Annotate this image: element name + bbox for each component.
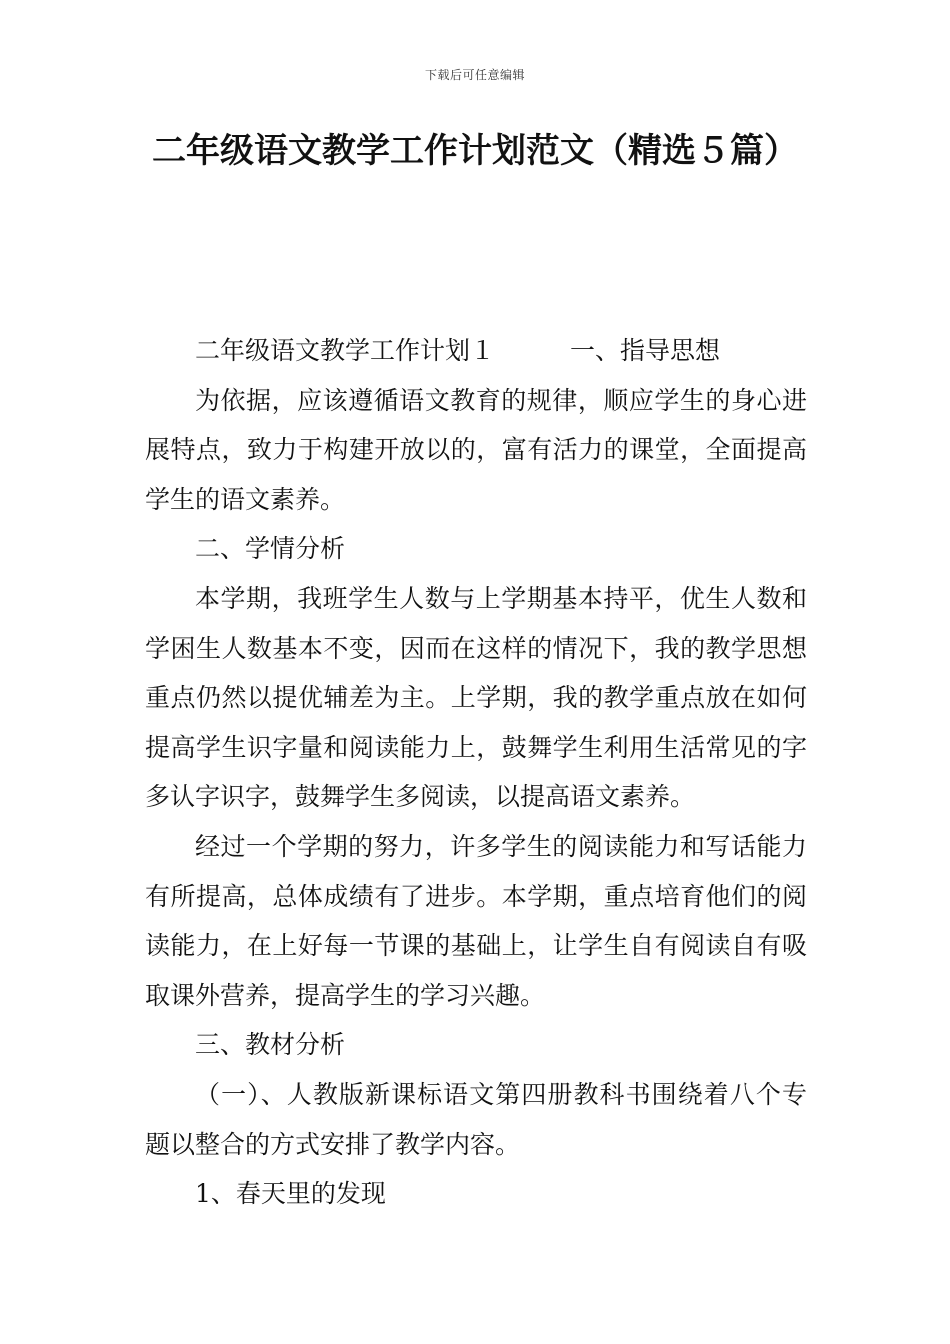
section-heading-student-analysis: 二、学情分析 — [195, 534, 346, 564]
paragraph-progress: 经过一个学期的努力，许多学生的阅读能力和写话能力有所提高，总体成绩有了进步。本学期，重点培育他们的阅读能力，在上好每一节课的基础上，让学生自有阅读自有吸取课外营养，提高学生的学习兴趣。 — [145, 831, 807, 1010]
header-note: 下载后可任意编辑 — [424, 68, 525, 82]
section-heading-textbook-analysis: 三、教材分析 — [195, 1030, 346, 1060]
paragraph-textbook: （一）、人教版新课标语文第四册教科书围绕着八个专题以整合的方式安排了教学内容。 — [145, 1079, 807, 1159]
document-body — [145, 326, 807, 1219]
paragraph-guiding-idea: 为依据，应该遵循语文教育的规律，顺应学生的身心进展特点，致力于构建开放以的，富有活力的课堂，全面提高学生的语文素养。 — [145, 385, 807, 514]
paragraph-plan-heading: 二年级语文教学工作计划１ 一、指导思想 — [195, 336, 721, 365]
paragraph-student-analysis: 本学期，我班学生人数与上学期基本持平，优生人数和学困生人数基本不变，因而在这样的情况下，我的教学思想重点仍然以提优辅差为主。上学期，我的教学重点放在如何提高学生识字量和阅读能力上，鼓舞学生利用生活常见的字多认字识字，鼓舞学生多阅读，以提高语文素养。 — [145, 583, 807, 812]
document-title: 二年级语文教学工作计划范文（精选５篇） — [152, 131, 798, 171]
list-item-topic-1: 1、春天里的发现 — [195, 1179, 386, 1209]
